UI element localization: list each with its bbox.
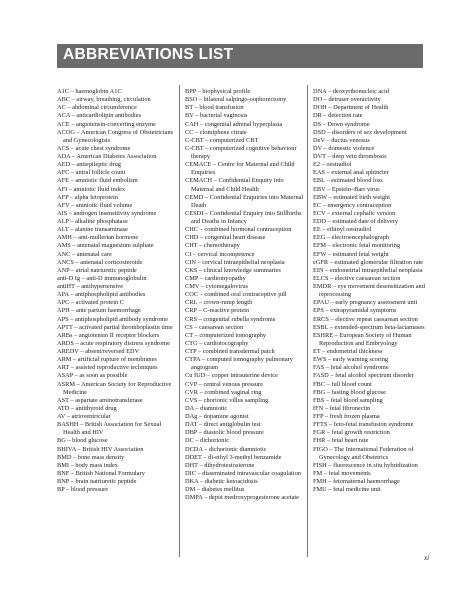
- abbreviation-entry: ASAP – as soon as possible: [57, 372, 128, 380]
- abbreviation-entry: CS – caesarean section: [185, 323, 244, 331]
- abbreviation-entry: DOH – Department of Health: [313, 104, 389, 112]
- abbreviation-entry: AST – aspartate aminotransferase: [57, 396, 143, 404]
- abbreviation-entry: CRS – congenital rubella syndrome: [185, 315, 276, 323]
- abbreviation-entry: AMS – antenatal magnesium sulphate: [57, 242, 154, 250]
- abbreviation-entry: ACE – angiotensin-converting enzyme: [57, 120, 156, 128]
- abbreviation-entry: EBL – estimated blood loss: [313, 177, 383, 185]
- abbreviation-entry: ACS – acute chest syndrome: [57, 144, 131, 152]
- abbreviation-entry: CT – computerized tomography: [185, 331, 267, 339]
- abbreviation-entry: CKS – clinical knowledge summaries: [185, 266, 281, 274]
- abbreviation-entry: DBP – diastolic blood pressure: [185, 429, 264, 437]
- abbreviation-entry: C-CBT – computerized CBT: [185, 136, 259, 144]
- abbreviation-entry: EBV – Epstein–Barr virus: [313, 185, 380, 193]
- abbreviation-entry: eGFR – estimated glomerular filtration rate: [313, 258, 424, 266]
- abbreviation-entry: CHT – chemotherapy: [185, 242, 240, 250]
- abbreviation-entry: CTG – cardiotocography: [185, 339, 249, 347]
- abbreviation-entry: BPP – biophysical profile: [185, 88, 251, 95]
- abbreviation-entry: FMH – fetomaternal haemorrhage: [313, 478, 400, 485]
- column-divider-1: [179, 85, 180, 557]
- abbreviation-entry: CTP – combined transdermal patch: [185, 348, 275, 355]
- abbreviation-entry: ARM – artificial rupture of membranes: [57, 356, 157, 364]
- abbreviation-entry: ET – endometrial thickness: [313, 348, 383, 355]
- abbreviation-entry: EIN – endometrial intraepithelial neoplasia: [313, 266, 423, 274]
- abbreviation-entry: FM – fetal movements: [313, 469, 371, 477]
- abbreviation-entry: FAS – fetal alcohol syndrome: [313, 364, 389, 372]
- abbreviation-entry: CMV – cytomegalovirus: [185, 283, 248, 290]
- abbreviation-entry: BHIVA – British HIV Association: [57, 445, 144, 453]
- abbreviation-entry: EEG – electroencephalograph: [313, 234, 390, 242]
- abbreviation-entry: CMP – cardiomyopathy: [185, 274, 246, 282]
- abbreviation-entry: EDD – estimated date of delivery: [313, 218, 399, 225]
- abbreviation-entry: AED – antiepileptic drug: [57, 161, 121, 169]
- abbreviation-entry: CC – clomiphene citrate: [185, 128, 247, 136]
- abbreviation-entry: ACOG – American Congress of Obstetricians and Gynecologists: [57, 128, 174, 144]
- abbreviation-entry: ADA – American Diabetes Association: [57, 153, 157, 160]
- abbreviation-entry: CI – cervical incompetence: [185, 250, 255, 258]
- abbreviation-entry: DCDA – dichorionic diamniotic: [185, 445, 267, 453]
- abbreviation-entry: FBS – fetal blood sampling: [313, 396, 383, 404]
- abbreviation-entry: APTT – activated partial thromboplastin time: [57, 323, 173, 331]
- abbreviation-entry: ASRM – American Society for Reproductive Medicine: [57, 380, 172, 396]
- abbreviation-entry: EFW – estimated fetal weight: [313, 250, 389, 258]
- abbreviation-entry: AC – abdominal circumference: [57, 104, 137, 112]
- abbreviation-entry: APC – activated protein C: [57, 299, 124, 307]
- abbreviation-entry: BT – blood transfusion: [185, 104, 244, 112]
- abbreviation-entry: DAg – dopamine agonist: [185, 413, 249, 420]
- abbreviation-entry: AFV – amniotic fluid volume: [57, 201, 133, 209]
- abbreviation-column-1: [57, 88, 178, 494]
- abbreviation-column-2: [185, 88, 306, 502]
- abbreviation-entry: fFN – fetal fibronectin: [313, 404, 371, 412]
- abbreviation-entry: CHD – congenital heart disease: [185, 234, 266, 242]
- abbreviation-entry: DC – dichorionic: [185, 437, 230, 445]
- abbreviation-entry: BV – bacterial vaginosis: [185, 112, 248, 120]
- abbreviation-entry: CEMACE – Centre for Maternal and Child Enquiries: [185, 161, 295, 177]
- title-bar: [57, 44, 423, 68]
- abbreviation-entry: anti-D Ig – anti-D immunoglobulin: [57, 274, 147, 282]
- abbreviation-entry: EPS – extrapyramidal symptoms: [313, 307, 397, 315]
- abbreviation-entry: CAH – congenital adrenal hyperplasia: [185, 120, 283, 128]
- abbreviation-entry: EE – ethinyl oestradiol: [313, 226, 372, 234]
- abbreviation-entry: antiHT – antihypertensive: [57, 283, 124, 290]
- abbreviation-entry: AFP – alpha fetoprotein: [57, 193, 118, 201]
- abbreviation-entry: COC – combined oral contraceptive pill: [185, 291, 287, 299]
- abbreviation-entry: BG – blood glucose: [57, 437, 108, 445]
- abbreviation-entry: DMPA – depot medroxyprogesterone acetate: [185, 494, 299, 502]
- abbreviation-entry: DSD – disorders of sex development: [313, 128, 407, 136]
- column-divider-2: [307, 85, 308, 557]
- abbreviation-entry: FIGO – The International Federation of Gynecology and Obstetrics: [313, 445, 414, 461]
- abbreviation-entry: ANP – atrial natriuretic peptide: [57, 266, 137, 274]
- abbreviation-entry: EMDR – eye movement desensitization and reprocessing: [313, 283, 425, 299]
- abbreviation-entry: ESBL – extended-spectrum beta-lactamases: [313, 323, 425, 331]
- abbreviation-entry: ECV – external cephalic version: [313, 209, 396, 217]
- abbreviation-entry: FGR – fetal growth restriction: [313, 429, 390, 437]
- abbreviation-entry: CVR – combined vaginal ring: [185, 388, 262, 396]
- abbreviation-entry: EBW – estimated birth weight: [313, 193, 391, 201]
- abbreviation-entry: BP – blood pressure: [57, 486, 109, 494]
- abbreviation-entry: BSO – bilateral salpingo-oophorectomy: [185, 96, 287, 104]
- abbreviation-entry: FBG – fasting blood glucose: [313, 388, 386, 396]
- page-title: ABBREVIATIONS LIST: [63, 46, 234, 63]
- abbreviation-entry: DO – detruser overactivity: [313, 96, 381, 104]
- abbreviation-entry: ALT – alanine transaminase: [57, 226, 128, 234]
- abbreviation-entry: FFTS – feto-fetal transfusion syndrome: [313, 421, 414, 429]
- abbreviation-entry: EFM – electronic fetal monitoring: [313, 242, 401, 250]
- abbreviation-entry: EPAU – early pregnancy assessment unit: [313, 299, 418, 307]
- abbreviation-entry: DR – detection rate: [313, 112, 363, 120]
- abbreviation-entry: BNP – brain natriuretic peptide: [57, 478, 137, 485]
- abbreviation-entry: AFC – antral follicle count: [57, 169, 126, 177]
- abbreviation-entry: FASD – fetal alcohol spectrum disorder: [313, 372, 414, 380]
- abbreviation-entry: DHT – dihydrotestosterone: [185, 461, 255, 469]
- abbreviation-entry: FISH – fluorescence in situ hybridization: [313, 461, 418, 469]
- abbreviation-entry: AV – atrioventricular: [57, 413, 111, 420]
- page-number: xi: [424, 554, 430, 562]
- abbreviation-entry: EAS – external anal sphincter: [313, 169, 389, 177]
- abbreviation-entry: DIC – disseminated intravascular coagulation: [185, 469, 301, 477]
- abbreviation-entry: FMU – fetal medicine unit: [313, 486, 381, 494]
- abbreviation-entry: DNA – deoxyribonucleic acid: [313, 88, 389, 95]
- abbreviation-entry: ARDS – acute respiratory distress syndrome: [57, 339, 170, 347]
- abbreviation-entry: CVP – central venous pressure: [185, 380, 263, 388]
- abbreviation-entry: CESDI – Confidential Enquiry into Stillbirths and Deaths in Infancy: [185, 209, 302, 225]
- abbreviation-entry: ATD – antithyroid drug: [57, 404, 117, 412]
- abbreviation-entry: APA – antiphospholipid antibodies: [57, 291, 146, 299]
- abbreviation-entry: CIN – cervical intraepithelial neoplasia: [185, 258, 285, 266]
- abbreviation-entry: ANCS – antenatal corticosteroids: [57, 258, 143, 266]
- abbreviation-entry: APH – ante partum haemorrhage: [57, 307, 141, 315]
- abbreviation-entry: DA – diamniotic: [185, 404, 228, 412]
- abbreviation-entry: CTPA – computed tomography pulmonary angiogram: [185, 356, 293, 372]
- abbreviation-entry: BNF – British National Formulary: [57, 469, 145, 477]
- abbreviation-entry: DS – Down syndrome: [313, 120, 370, 128]
- abbreviation-entry: CVS – chorionic villus sampling: [185, 396, 269, 404]
- abbreviation-entry: ACA – anticardiolipin antibodies: [57, 112, 142, 120]
- abbreviation-entry: APS – antiphospholipid antibody syndrome: [57, 315, 169, 323]
- abbreviation-entry: DDET – di-ethyl 3-methyl benzamide: [185, 453, 282, 461]
- abbreviation-entry: AIS – androgen insensitivity syndrome: [57, 209, 157, 217]
- abbreviation-entry: AFI – amniotic fluid index: [57, 185, 126, 193]
- abbreviation-entry: DVT – deep vein thrombosis: [313, 153, 387, 160]
- abbreviation-entry: C-CBT – computerized cognitive behaviour therapy: [185, 144, 297, 160]
- abbreviation-entry: ARBs – angiotensin II receptor blockers: [57, 331, 160, 339]
- abbreviation-entry: ELCS – elective caesarean section: [313, 274, 401, 282]
- abbreviation-entry: E2 – oestradiol: [313, 161, 352, 169]
- abbreviation-entry: ART – assisted reproductive techniques: [57, 364, 158, 372]
- abbreviation-entry: DM – diabetes mellitus: [185, 486, 245, 494]
- abbreviation-entry: CRP – C-reactive protein: [185, 307, 250, 315]
- abbreviation-entry: CEMD – Confidential Enquiries into Maternal Death: [185, 193, 304, 209]
- abbreviation-entry: AREDV – absent/reversed EDV: [57, 348, 140, 355]
- abbreviation-entry: EWS – early warning scoring: [313, 356, 389, 364]
- abbreviation-entry: BMD – bone mass density: [57, 453, 125, 461]
- abbreviation-entry: CHC – combined hormonal contraception: [185, 226, 292, 234]
- abbreviation-entry: FHR – fetal heart rate: [313, 437, 369, 445]
- abbreviation-entry: ALP – alkaline phosphatase: [57, 218, 128, 225]
- abbreviation-entry: ERCS – elective repeat caesarean section: [313, 315, 418, 323]
- abbreviation-entry: AMH – anti-mullerian hormone: [57, 234, 139, 242]
- abbreviation-entry: ABC – airway, breathing, circulation: [57, 96, 151, 104]
- abbreviation-entry: ANC – antenatal care: [57, 250, 112, 258]
- abbreviation-entry: DeV – ductus venosus: [313, 136, 370, 144]
- abbreviation-column-3: [313, 88, 429, 494]
- abbreviation-entry: AFE – amniotic fluid embolism: [57, 177, 138, 185]
- abbreviation-entry: A1C – haemoglobin A1C: [57, 88, 122, 95]
- abbreviation-entry: CEMACH – Confidential Enquiry into Maternal and Child Health: [185, 177, 284, 193]
- abbreviation-entry: BASHH – British Association for Sexual Health and HIV: [57, 421, 162, 437]
- abbreviation-entry: DV – domestic violence: [313, 144, 375, 152]
- abbreviation-entry: Cu IUD – copper intrauterine device: [185, 372, 278, 380]
- abbreviation-entry: ESHRE – European Society of Human Reproduction and Embryology: [313, 331, 412, 347]
- abbreviation-entry: FBC – full blood count: [313, 380, 372, 388]
- abbreviation-entry: EC – emergency contraception: [313, 201, 392, 209]
- abbreviation-entry: DAT – direct antiglobulin test: [185, 421, 261, 429]
- abbreviation-entry: CRL – crown-rump length: [185, 299, 253, 307]
- abbreviation-entry: FFP – fresh frozen plasma: [313, 413, 380, 420]
- abbreviation-entry: DKA – diabetic ketoacidosis: [185, 478, 258, 485]
- abbreviation-entry: BMI – body mass index: [57, 461, 118, 469]
